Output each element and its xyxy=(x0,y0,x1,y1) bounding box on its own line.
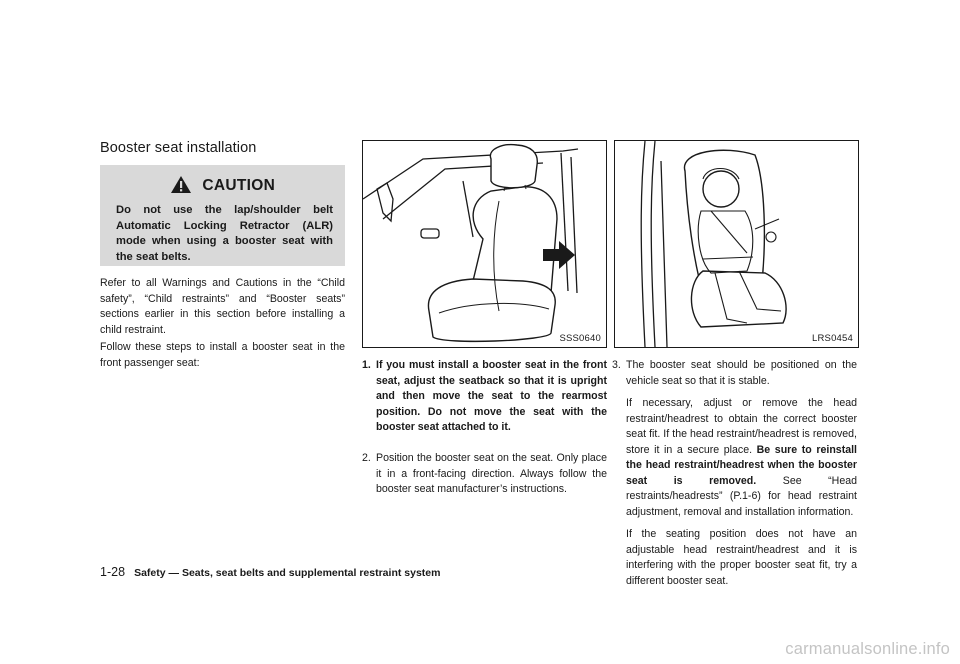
step-1-text: If you must install a booster seat in the front seat, adjust the seatback so that it is upright and then move the seat to the rearmost position. Do not move the seat with the booster seat attached to it. xyxy=(376,359,607,433)
caution-box xyxy=(100,165,345,266)
watermark: carmanualsonline.info xyxy=(785,640,950,658)
page-footer xyxy=(100,565,440,579)
step-3-paragraph-3: If the seating position does not have an adjustable head restraint/headrest and it is interfering with the proper booster seat fit, try a different booster seat. xyxy=(626,528,857,587)
section-title: Booster seat installation xyxy=(100,140,257,156)
step-2-number: 2. xyxy=(362,452,371,464)
step-1 xyxy=(362,358,607,436)
step-3-p2-bold: Be sure to reinstall the head restraint/headrest when the booster seat is removed. xyxy=(626,443,857,487)
caution-text: Do not use the lap/shoulder belt Automatic Locking Retractor (ALR) mode when using a booster seat with the seat belts. xyxy=(116,204,333,263)
warning-icon xyxy=(170,175,192,194)
step-3-p2-reference: See “Head restraints/headrests” (P.1-6) for head restraint adjustment, removal and installation information. xyxy=(626,474,858,518)
step-3-p2-text: If necessary, adjust or remove the head restraint/headrest to obtain the correct booster seat fit. If the head restraint/headrest is removed, store it in a secure place. xyxy=(626,397,857,456)
figure-seat-adjustment xyxy=(362,140,607,348)
step-2 xyxy=(362,451,607,498)
step-2-text: Position the booster seat on the seat. Only place it in a front-facing direction. Always follow the booster seat manufacturer’s instructions. xyxy=(376,452,607,495)
seat-illustration xyxy=(363,141,606,347)
figure-code: LRS0454 xyxy=(811,333,853,344)
figure-booster-seat xyxy=(614,140,859,348)
step-3-number: 3. xyxy=(612,359,621,371)
page-number: 1-28 xyxy=(100,565,126,579)
step-1-number: 1. xyxy=(362,359,371,371)
figure-code: SSS0640 xyxy=(559,333,601,344)
step-3-paragraph-2 xyxy=(626,396,857,520)
step-3-text: The booster seat should be positioned on the vehicle seat so that it is stable. xyxy=(626,359,857,387)
intro-paragraph-1: Refer to all Warnings and Cautions in the “Child safety”, “Child restraints” and “Booster seats” sections earlier in this section before installing a child restraint. xyxy=(100,277,345,336)
booster-seat-illustration xyxy=(615,141,858,347)
footer-title: Safety — Seats, seat belts and supplemental restraint system xyxy=(134,567,441,579)
caution-header xyxy=(100,175,345,195)
step-3 xyxy=(612,358,857,589)
caution-title: CAUTION xyxy=(202,177,276,194)
intro-paragraph-2: Follow these steps to install a booster seat in the front passenger seat: xyxy=(100,341,345,369)
